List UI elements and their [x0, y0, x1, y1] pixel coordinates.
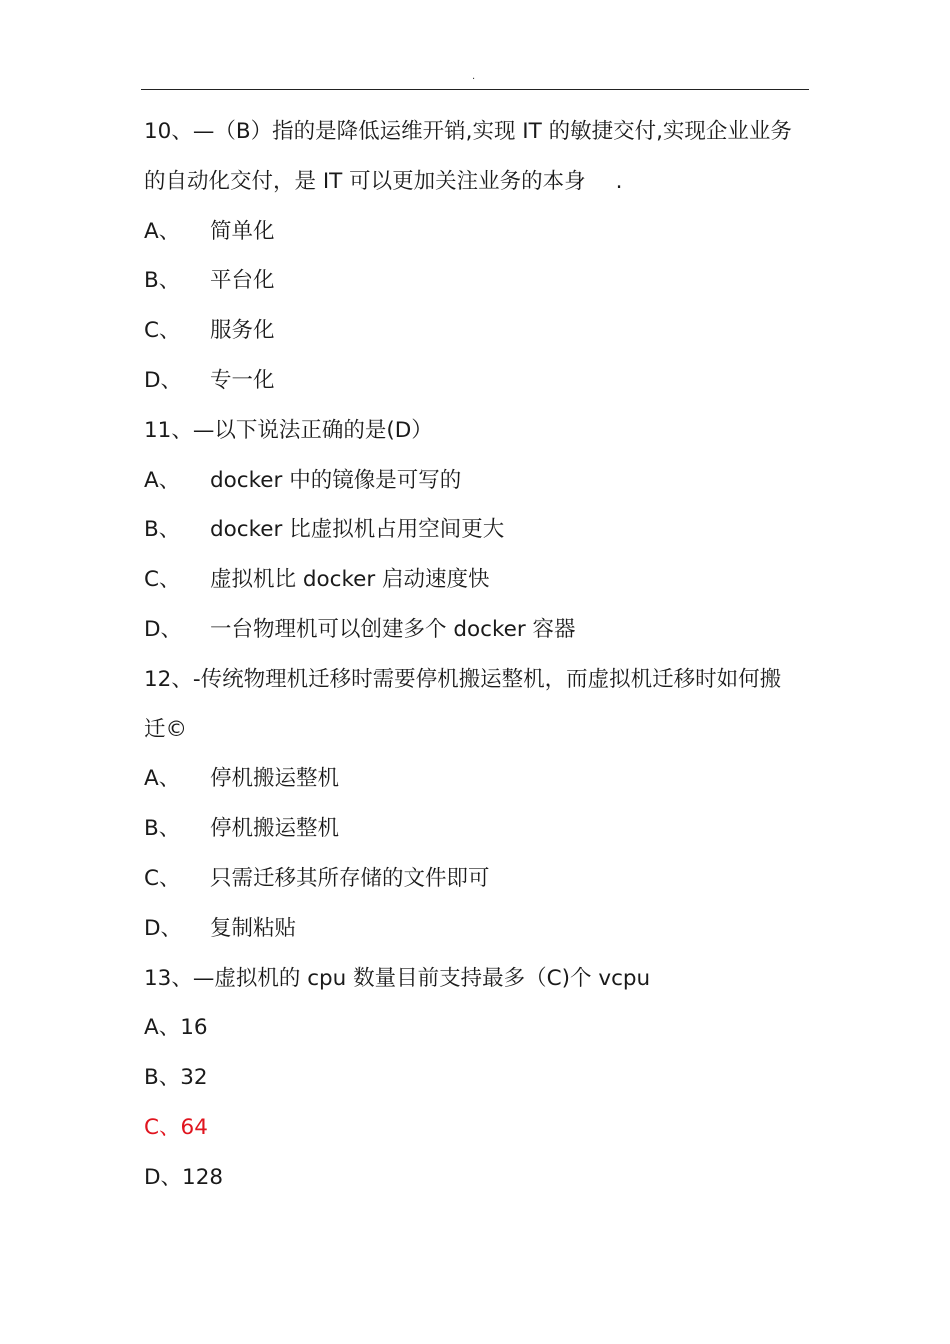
option-letter: D、 [144, 616, 183, 642]
option-text: 复制粘贴 [210, 915, 297, 941]
option-letter: C、 [144, 865, 181, 891]
question-11-option-a [144, 456, 812, 506]
question-12-option-a [144, 754, 812, 804]
question-12-line-2: 迁© [144, 716, 188, 742]
question-10-option-b [144, 256, 812, 306]
question-12-line-1: 12、-传统物理机迁移时需要停机搬运整机，而虚拟机迁移时如何搬 [144, 666, 782, 692]
question-13-option-a: A、16 [144, 1015, 208, 1041]
option-letter: D、 [144, 915, 183, 941]
option-letter: A、 [144, 766, 181, 792]
option-text: 专一化 [210, 367, 275, 393]
option-text: 只需迁移其所存储的文件即可 [210, 865, 490, 891]
option-letter: C、 [144, 567, 181, 593]
question-12-option-b [144, 804, 812, 854]
header-mark: . [472, 71, 476, 82]
question-11-option-b [144, 505, 812, 555]
option-letter: A、 [144, 218, 181, 244]
option-text: 虚拟机比 docker 启动速度快 [210, 567, 490, 593]
option-text: 停机搬运整机 [210, 816, 340, 842]
option-letter: B、 [144, 268, 181, 294]
question-10-line-2-tail: . [615, 168, 623, 194]
option-text: 简单化 [210, 218, 275, 244]
question-12-option-d [144, 904, 812, 954]
option-letter: D、 [144, 367, 183, 393]
document-body [144, 107, 812, 1203]
question-13-option-b: B、32 [144, 1065, 208, 1091]
question-10-line-2 [144, 157, 812, 207]
option-text: 服务化 [210, 318, 275, 344]
question-13-line-1: 13、—虚拟机的 cpu 数量目前支持最多（C)个 vcpu [144, 965, 651, 991]
question-13-option-d: D、128 [144, 1164, 224, 1190]
option-text: docker 比虚拟机占用空间更大 [210, 517, 505, 543]
option-text: 一台物理机可以创建多个 docker 容器 [210, 616, 576, 642]
option-letter: B、 [144, 517, 181, 543]
question-10-line-1: 10、—（B）指的是降低运维开销,实现 IT 的敏捷交付,实现企业业务 [144, 119, 792, 144]
option-letter: A、 [144, 467, 181, 493]
question-11-line-1: 11、—以下说法正确的是(D） [144, 417, 433, 443]
question-10-option-a [144, 207, 812, 257]
question-13-option-c-correct: C、64 [144, 1114, 208, 1140]
header-divider [141, 89, 809, 90]
option-text: 停机搬运整机 [210, 766, 340, 792]
option-text: docker 中的镜像是可写的 [210, 467, 462, 493]
question-11-option-d [144, 605, 812, 655]
question-12-option-c [144, 854, 812, 904]
question-10-line-2-text: 的自动化交付，是 IT 可以更加关注业务的本身 [144, 168, 586, 194]
option-text: 平台化 [210, 268, 275, 294]
option-letter: B、 [144, 816, 181, 842]
question-10-option-d [144, 356, 812, 406]
question-10-option-c [144, 306, 812, 356]
question-11-option-c [144, 555, 812, 605]
option-letter: C、 [144, 318, 181, 344]
